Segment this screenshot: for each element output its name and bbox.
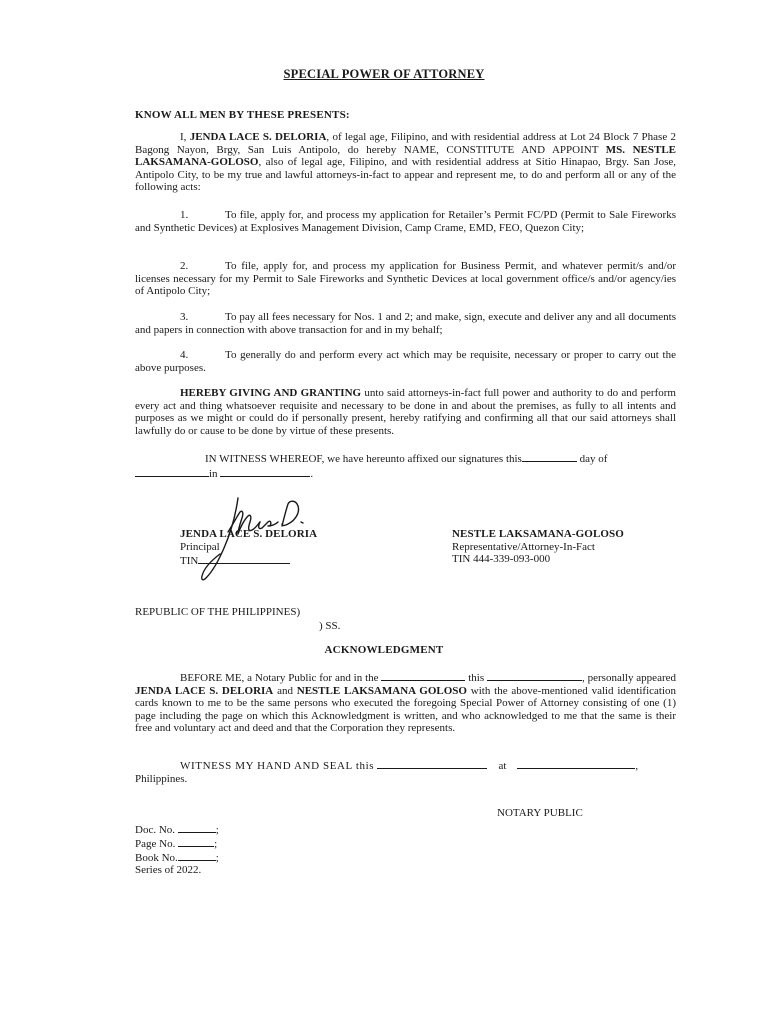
month-blank xyxy=(135,466,209,477)
republic-line: REPUBLIC OF THE PHILIPPINES) xyxy=(135,606,301,618)
seal-date-blank xyxy=(377,758,487,769)
notarial-register xyxy=(135,822,219,876)
book-no-line: Book No. ; xyxy=(135,852,219,864)
ss-line: ) SS. xyxy=(319,620,341,632)
witness-paragraph: IN WITNESS WHEREOF, we have hereunto affixed our signatures this day of in . xyxy=(135,451,676,480)
tin-blank xyxy=(198,553,290,564)
page-no-line: Page No. ; xyxy=(135,838,218,850)
act-item-3: 3. To pay all fees necessary for Nos. 1 and 2; and make, sign, execute and deliver any and all documents and papers in connection with above transaction for and in my behalf; xyxy=(135,311,676,336)
principal-tin: TIN xyxy=(180,553,317,568)
attorney-name-inline: MS. NESTLE LAKSAMANA-GOLOSO xyxy=(135,143,676,168)
place-blank xyxy=(220,466,310,477)
intro-paragraph: I, JENDA LACE S. DELORIA, of legal age, Filipino, and with residential address at Lot 24 Block 7 Phase 2 Bagong Nayon, Brgy, San Luis Antipolo, do hereby NAME, CONSTITUTE AND APPOINT MS. NESTLE LAKSAMANA-GOLOSO, also of legal age, Filipino, and with residential address at Sitio Hinapao, Brgy. San Jose, Antipolo City, to be my true and lawful attorneys-in-fact to appear and represent me, to do and perform all or any of the following acts: xyxy=(135,131,676,193)
acknowledgment-title: ACKNOWLEDGMENT xyxy=(324,644,444,656)
before-me-paragraph: BEFORE ME, a Notary Public for and in the this , personally appeared JENDA LACE S. DELORIA and NESTLE LAKSAMANA GOLOSO with the above-mentioned valid identification cards known to me to be the same persons who executed the foregoing Special Power of Attorney consisting of one (1) page including the page on which this Acknowledgment is written, and who acknowledged to me that the same is their free and voluntary act and deed and that the Corporation they represents. xyxy=(135,672,677,734)
representative-tin: TIN 444-339-093-000 xyxy=(452,553,551,565)
doc-no-line: Doc. No. ; xyxy=(135,824,219,836)
day-blank xyxy=(522,451,577,462)
principal-name-inline: JENDA LACE S. DELORIA xyxy=(189,131,327,143)
know-all-heading: KNOW ALL MEN BY THESE PRESENTS: xyxy=(135,109,350,121)
series-line: Series of 2022. xyxy=(135,864,202,876)
witness-hand-paragraph: WITNESS MY HAND AND SEAL this at , Philippines. xyxy=(135,760,639,785)
representative-role: Representative/Attorney-In-Fact xyxy=(452,540,595,553)
act-item-4: 4. To generally do and perform every act which may be requisite, necessary or proper to carry out the above purposes. xyxy=(135,349,676,374)
notary-public-label: NOTARY PUBLIC xyxy=(497,807,583,819)
notary-place-blank xyxy=(381,670,465,681)
document-title: SPECIAL POWER OF ATTORNEY xyxy=(283,67,485,81)
act-item-1: 1. To file, apply for, and process my application for Retailer’s Permit FC/PD (Permit to Sale Fireworks and Synthetic Devices) at Explosives Management Division, Camp Crame, EMD, FEO, Quezon City; xyxy=(135,209,676,234)
principal-name: JENDA LACE S. DELORIA xyxy=(180,528,318,540)
seal-place-blank xyxy=(517,758,635,769)
act-item-2: 2. To file, apply for, and process my application for Business Permit, and whatever permit/s and/or licenses necessary for my Permit to Sale Fireworks and Synthetic Devices at local government office/s and/or agency/ies of Antipolo City; xyxy=(135,260,676,297)
granting-paragraph: HEREBY GIVING AND GRANTING unto said attorneys-in-fact full power and authority to do and perform every act and thing whatsoever requisite and necessary to be done in and about the premises, as fully to all intents and purposes as we might or could do if personally present, hereby ratifying and confirming all that our said attorneys shall lawfully do or cause to be done by virtue of these presents. xyxy=(135,387,676,437)
principal-signature-block xyxy=(180,528,317,568)
representative-name: NESTLE LAKSAMANA-GOLOSO xyxy=(452,528,624,540)
representative-signature-block xyxy=(452,528,624,566)
principal-role: Principal xyxy=(180,540,220,553)
notary-date-blank xyxy=(487,670,582,681)
